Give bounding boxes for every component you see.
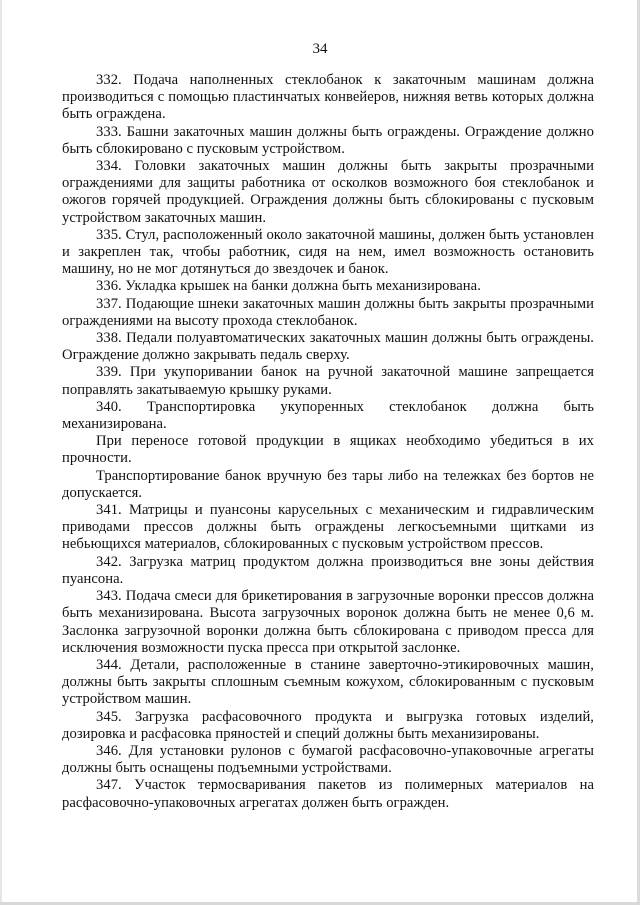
paragraph-337: 337. Подающие шнеки закаточных машин должны быть закрыты прозрачными ограждениями на высоту прохода стеклобанок.	[62, 295, 594, 329]
paragraph-340: 340. Транспортировка укупоренных стеклобанок должна быть механизирована.	[62, 398, 594, 433]
paragraph-340-carrying: При переносе готовой продукции в ящиках необходимо убедиться в их прочности.	[62, 433, 594, 467]
paragraph-338: 338. Педали полуавтоматических закаточных машин должны быть ограждены. Ограждение должно закрывать педаль сверху.	[62, 330, 594, 364]
paragraph-344: 344. Детали, расположенные в станине заверточно-этикировочных машин, должны быть закрыты сплошным съемным кожухом, сблокированным с пусковым устройством машин.	[62, 656, 594, 708]
document-body	[62, 72, 594, 812]
paragraph-336: 336. Укладка крышек на банки должна быть механизирована.	[96, 278, 481, 295]
paragraph-340-transport: Транспортирование банок вручную без тары либо на тележках без бортов не допускается.	[62, 467, 594, 501]
paragraph-335: 335. Стул, расположенный около закаточной машины, должен быть установлен и закреплен так, чтобы работник, сидя на нем, имел возможность остановить машину, но не мог дотянуться до звездочек и банок.	[62, 226, 594, 278]
paragraph-343: 343. Подача смеси для брикетирования в загрузочные воронки прессов должна быть механизирована. Высота загрузочных воронок должна быть не менее 0,6 м. Заслонка загрузочной воронки должна быть сблокирована с приводом пресса для исключения возможности пуска пресса при открытой заслонке.	[62, 588, 594, 656]
paragraph-333: 333. Башни закаточных машин должны быть ограждены. Ограждение должно быть сблокировано с пусковым устройством.	[62, 123, 594, 157]
paragraph-332: 332. Подача наполненных стеклобанок к закаточным машинам должна производиться с помощью пластинчатых конвейеров, нижняя ветвь которых должна быть ограждена.	[62, 72, 594, 123]
paragraph-347: 347. Участок термосваривания пакетов из полимерных материалов на расфасовочно-упаковочных агрегатах должен быть огражден.	[62, 777, 594, 811]
scan-edge-left	[0, 0, 2, 905]
paragraph-341: 341. Матрицы и пуансоны карусельных с механическим и гидравлическим приводами прессов должны быть ограждены легкосъемными щитками из небьющихся материалов, сблокированных с пусковым устройством прессов.	[62, 502, 594, 553]
paragraph-346: 346. Для установки рулонов с бумагой расфасовочно-упаковочные агрегаты должны быть оснащены подъемными устройствами.	[62, 742, 594, 777]
paragraph-345: 345. Загрузка расфасовочного продукта и выгрузка готовых изделий, дозировка и расфасовка пряностей и специй должны быть механизированы.	[62, 708, 594, 742]
paragraph-334: 334. Головки закаточных машин должны быть закрыты прозрачными ограждениями для защиты работника от осколков возможного боя стеклобанок и ожогов горячей продукцией. Ограждения должны быть сблокированы с пусковым устройством закаточных машин.	[62, 158, 594, 226]
paragraph-339: 339. При укупоривании банок на ручной закаточной машине запрещается поправлять закатываемую крышку руками.	[62, 364, 594, 398]
paragraph-342: 342. Загрузка матриц продуктом должна производиться вне зоны действия пуансона.	[62, 553, 594, 587]
page-number: 34	[312, 41, 328, 57]
